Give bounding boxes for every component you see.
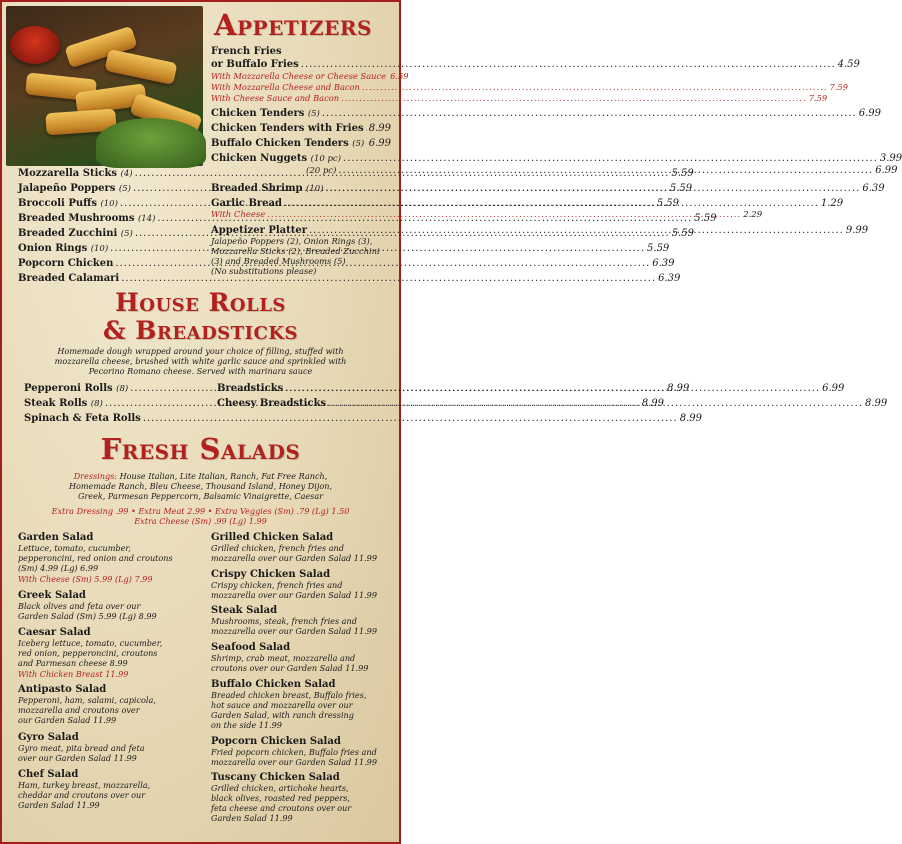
salad-desc: mozzarella and croutons over [18, 705, 140, 715]
rolls-title-1: House Rolls [115, 288, 286, 317]
salad-name: Caesar Salad [18, 627, 91, 638]
salad-desc: Ham, turkey breast, mozzarella, [18, 780, 151, 790]
salad-name: Chef Salad [18, 769, 79, 780]
item-name: Breaded Shrimp [211, 183, 303, 194]
salad-desc: mozzarella over our Garden Salad 11.99 [211, 553, 377, 563]
fries-line1: French Fries [211, 46, 282, 57]
menu-item [18, 273, 681, 285]
salad-desc: mozzarella over our Garden Salad 11.99 [211, 626, 377, 636]
stick-shape [104, 49, 177, 85]
salads-title: Fresh Salads [100, 432, 301, 466]
item-price: 8.99 [679, 413, 702, 424]
dressings-text: House Italian, Lite Italian, Ranch, Fat Free Ranch, [119, 471, 328, 481]
salad-desc: Pepperoni, ham, salami, capicola, [18, 695, 156, 705]
item-name: Broccoli Puffs [18, 198, 97, 209]
salad-name: Steak Salad [211, 605, 278, 616]
platter-desc: Jalapeño Poppers (2), Onion Rings (3), [211, 236, 373, 246]
salad-option: With Chicken Breast 11.99 [18, 669, 129, 679]
salad-desc: hot sauce and mozzarella over our [211, 700, 353, 710]
menu-item [211, 138, 391, 150]
item-price: 5.59 [694, 213, 717, 224]
item-price: 5.59 [669, 183, 693, 194]
item-price: 6.99 [368, 138, 391, 149]
item-opt: With Cheese [211, 210, 266, 220]
menu-item [217, 398, 888, 410]
marinara-bowl [10, 26, 60, 64]
item-price: 8.99 [641, 398, 664, 409]
item-price: 8.99 [368, 123, 391, 134]
item-qty: (14) [137, 214, 156, 224]
item-name: Chicken Tenders [211, 108, 305, 119]
salad-desc: Garden Salad 11.99 [211, 813, 293, 823]
salad-name: Popcorn Chicken Salad [211, 736, 341, 747]
item-name: Breadsticks [217, 383, 284, 394]
item-name: Onion Rings [18, 243, 88, 254]
item-qty: (10) [90, 244, 109, 254]
item-price: 2.29 [743, 210, 763, 220]
item-price: 6.39 [658, 273, 681, 284]
item-name: Chicken Nuggets [211, 153, 308, 164]
salad-desc: Mushrooms, steak, french fries and [211, 616, 357, 626]
salad-name: Grilled Chicken Salad [211, 532, 334, 543]
extras-line-1: Extra Dressing .99 • Extra Meat 2.99 • Extra Veggies (Sm) .79 (Lg) 1.50 [51, 506, 350, 516]
item-price: 6.39 [862, 183, 885, 194]
item-qty: (10) [100, 199, 118, 209]
salad-desc: Garden Salad (Sm) 5.99 (Lg) 8.99 [18, 611, 157, 621]
item-name: Popcorn Chicken [18, 258, 114, 269]
dressings-text: Homemade Ranch, Bleu Cheese, Thousand Island, Honey Dijon, [68, 481, 333, 491]
item-price: 8.99 [667, 383, 690, 394]
salad-desc: cheddar and croutons over our [18, 790, 146, 800]
menu-item [211, 108, 882, 120]
fries-opt [211, 82, 848, 92]
item-name: Garlic Bread [211, 198, 283, 209]
salad-option: With Cheese (Sm) 5.99 (Lg) 7.99 [18, 574, 153, 584]
item-price: 8.99 [865, 398, 888, 409]
platter-desc: Mozzarella Sticks (2), Breaded Zucchini [211, 246, 380, 256]
fries-price: 4.59 [837, 59, 860, 70]
salad-name: Garden Salad [18, 532, 94, 543]
salad-desc: Crispy chicken, french fries and [211, 580, 343, 590]
salad-name: Greek Salad [18, 590, 86, 601]
item-qty: (5) [307, 109, 320, 119]
item-price: 5.59 [647, 243, 670, 254]
fries-opt [211, 93, 828, 103]
salad-desc: croutons over our Garden Salad 11.99 [211, 663, 369, 673]
salad-desc: over our Garden Salad 11.99 [18, 753, 137, 763]
item-qty: (5) [120, 229, 133, 239]
dressings-label: Dressings: [73, 471, 118, 481]
salad-desc: Grilled chicken, french fries and [211, 543, 344, 553]
fries-opt [211, 71, 409, 81]
item-price: 5.59 [656, 198, 680, 209]
lettuce-shape [96, 118, 206, 168]
salad-desc: mozzarella over our Garden Salad 11.99 [211, 590, 377, 600]
salad-desc: Iceberg lettuce, tomato, cucumber, [18, 638, 163, 648]
item-price: 9.99 [845, 225, 869, 236]
rolls-desc: Homemade dough wrapped around your choice of filling, stuffed with [57, 346, 344, 356]
item-qty: (8) [90, 399, 103, 409]
fries-opt-price: 7.59 [808, 93, 828, 103]
appetizers-title: Appetizers [214, 8, 372, 42]
item-qty: (8) [116, 384, 129, 394]
fries-opt-text: With Cheese Sauce and Bacon [211, 93, 340, 103]
item-price: 6.99 [822, 383, 845, 394]
dressings-text: Greek, Parmesan Peppercorn, Balsamic Vinaigrette, Caesar [77, 491, 324, 501]
salad-name: Gyro Salad [18, 732, 79, 743]
fries-opt-price: 7.59 [829, 82, 848, 92]
mozzarella-sticks-photo [6, 6, 203, 166]
platter-desc: (3) and Breaded Mushrooms (5) [211, 256, 346, 266]
salad-desc: pepperoncini, red onion and croutons [18, 553, 173, 563]
salad-desc: Black olives and feta over our [18, 601, 141, 611]
fries-opt-text: With Mozzarella Cheese and Bacon [211, 82, 360, 92]
salad-desc: mozzarella over our Garden Salad 11.99 [211, 757, 377, 767]
salad-desc: (Sm) 4.99 (Lg) 6.99 [18, 563, 99, 573]
fries-opt-text: With Mozzarella Cheese or Cheese Sauce [211, 71, 387, 81]
salad-desc: Grilled chicken, artichoke hearts, [211, 783, 349, 793]
item-price: 6.39 [652, 258, 675, 269]
salad-desc: Garden Salad, with ranch dressing [211, 710, 354, 720]
salad-desc: our Garden Salad 11.99 [18, 715, 117, 725]
item-qty: (5) [352, 139, 365, 149]
salad-desc: Breaded chicken breast, Buffalo fries, [211, 690, 367, 700]
item-name: Mozzarella Sticks [18, 168, 118, 179]
item-name: Pepperoni Rolls [24, 383, 113, 394]
salad-desc: on the side 11.99 [211, 720, 282, 730]
item-qty: (5) [118, 184, 131, 194]
item-qty: (20 pc) [306, 166, 337, 176]
item-price: 1.29 [820, 198, 844, 209]
item-price: 6.99 [858, 108, 882, 119]
item-qty: (10 pc) [310, 154, 342, 164]
salad-desc: red onion, pepperoncini, croutons [18, 648, 158, 658]
item-name: Breaded Zucchini [18, 228, 118, 239]
item-name: Breaded Calamari [18, 273, 120, 284]
item-price: 6.99 [875, 165, 898, 176]
item-name: Jalapeño Poppers [18, 183, 116, 194]
salad-name: Tuscany Chicken Salad [211, 772, 340, 783]
item-price: 5.59 [671, 228, 694, 239]
extras-line-2: Extra Cheese (Sm) .99 (Lg) 1.99 [134, 516, 267, 526]
salad-desc: black olives, roasted red peppers, [211, 793, 350, 803]
salad-name: Crispy Chicken Salad [211, 569, 331, 580]
item-price: 3.99 [879, 153, 902, 164]
item-name: Breaded Mushrooms [18, 213, 135, 224]
fries-name: or Buffalo Fries [211, 59, 299, 70]
fries-item [211, 59, 860, 71]
salad-name: Buffalo Chicken Salad [211, 679, 336, 690]
item-name: Chicken Tenders with Fries [211, 123, 364, 134]
salad-desc: feta cheese and croutons over our [211, 803, 352, 813]
salad-desc: Shrimp, crab meat, mozzarella and [211, 653, 356, 663]
salad-desc: Gyro meat, pita bread and feta [18, 743, 145, 753]
menu-item [24, 413, 702, 425]
item-name: Steak Rolls [24, 398, 88, 409]
salad-desc: and Parmesan cheese 8.99 [18, 658, 128, 668]
menu-item [211, 123, 391, 135]
salad-desc: Garden Salad 11.99 [18, 800, 100, 810]
item-name: Appetizer Platter [211, 225, 307, 236]
salad-desc: Lettuce, tomato, cucumber, [18, 543, 131, 553]
rolls-desc: Pecorino Romano cheese. Served with marinara sauce [88, 366, 313, 376]
item-name: Spinach & Feta Rolls [24, 413, 141, 424]
fries-opt-price: 6.59 [390, 71, 409, 81]
salad-desc: Fried popcorn chicken, Buffalo fries and [211, 747, 377, 757]
platter-desc: (No substitutions please) [211, 266, 317, 276]
item-qty: (4) [120, 169, 133, 179]
rolls-desc: mozzarella cheese, brushed with white garlic sauce and sprinkled with [54, 356, 347, 366]
item-price: 5.59 [671, 168, 694, 179]
salad-name: Seafood Salad [211, 642, 291, 653]
item-name: Cheesy Breadsticks [217, 398, 327, 409]
nuggets-item [211, 153, 902, 165]
item-qty: (10) [306, 184, 324, 194]
rolls-title-2: & Breadsticks [103, 316, 298, 345]
salad-name: Antipasto Salad [18, 684, 107, 695]
item-name: Buffalo Chicken Tenders [211, 138, 349, 149]
